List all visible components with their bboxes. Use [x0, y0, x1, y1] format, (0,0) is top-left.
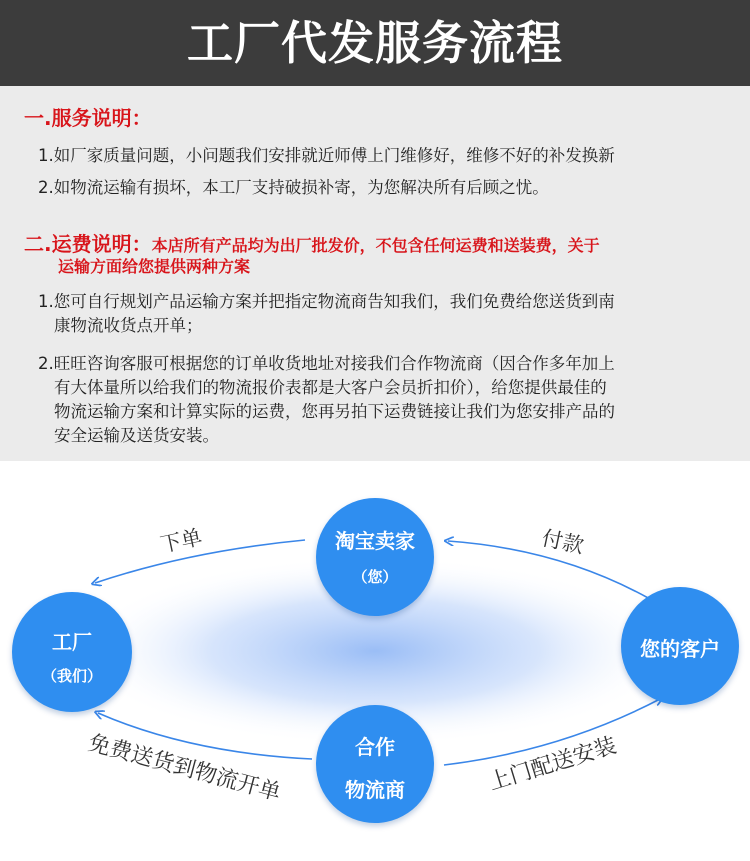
- logistics-label-2: 物流商: [345, 778, 405, 802]
- node-factory: [12, 592, 132, 712]
- shipping-section-heading: [24, 228, 600, 257]
- seller-sublabel: （您）: [352, 568, 398, 586]
- seller-label: 淘宝卖家: [335, 529, 415, 553]
- customer-label: 您的客户: [640, 637, 720, 661]
- shipping-item-2-line-1: 2.旺旺咨询客服可根据您的订单收货地址对接我们合作物流商（因合作多年加上: [38, 354, 615, 373]
- node-taobao-seller: [316, 498, 434, 616]
- shipping-item-1-line-2: 康物流收货点开单；: [54, 316, 203, 335]
- shipping-item-2-line-4: 安全运输及送货安装。: [54, 426, 219, 445]
- shipping-item-2-line-3: 物流运输方案和计算实际的运费，您再另拍下运费链接让我们为您安排产品的: [54, 402, 615, 421]
- shipping-item-1-line-1: 1.您可自行规划产品运输方案并把指定物流商告知我们，我们免费给您送货到南: [38, 292, 615, 311]
- service-item-2: 2.如物流运输有损坏，本工厂支持破损补寄，为您解决所有后顾之忧。: [38, 178, 549, 197]
- factory-sublabel: （我们）: [41, 667, 102, 685]
- page-title: 工厂代发服务流程: [187, 16, 563, 70]
- shipping-section-title: 二.运费说明：: [24, 232, 152, 256]
- info-panel: [0, 86, 750, 461]
- shipping-section-subtitle-1: 本店所有产品均为出厂批发价，不包含任何运费和送装费，关于: [151, 236, 600, 255]
- service-item-1: 1.如厂家质量问题，小问题我们安排就近师傅上门维修好，维修不好的补发换新: [38, 146, 615, 165]
- node-logistics: [316, 705, 434, 823]
- factory-label: 工厂: [52, 630, 92, 654]
- logistics-label-1: 合作: [355, 735, 395, 759]
- order-label: 下单: [158, 524, 205, 558]
- service-section-title: 一.服务说明：: [24, 106, 152, 130]
- shipping-section-subtitle-2: 运输方面给您提供两种方案: [58, 257, 251, 276]
- header-banner: [0, 0, 750, 86]
- free-delivery-label: 免费送货到物流开单: [85, 730, 284, 807]
- shipping-item-2-line-2: 有大体量所以给我们的物流报价表都是大客户会员折扣价），给您提供最佳的: [54, 378, 607, 397]
- flow-diagram: [0, 461, 750, 861]
- payment-label: 付款: [539, 525, 586, 559]
- node-customer: [621, 587, 739, 705]
- install-label: 上门配送安装: [485, 733, 620, 796]
